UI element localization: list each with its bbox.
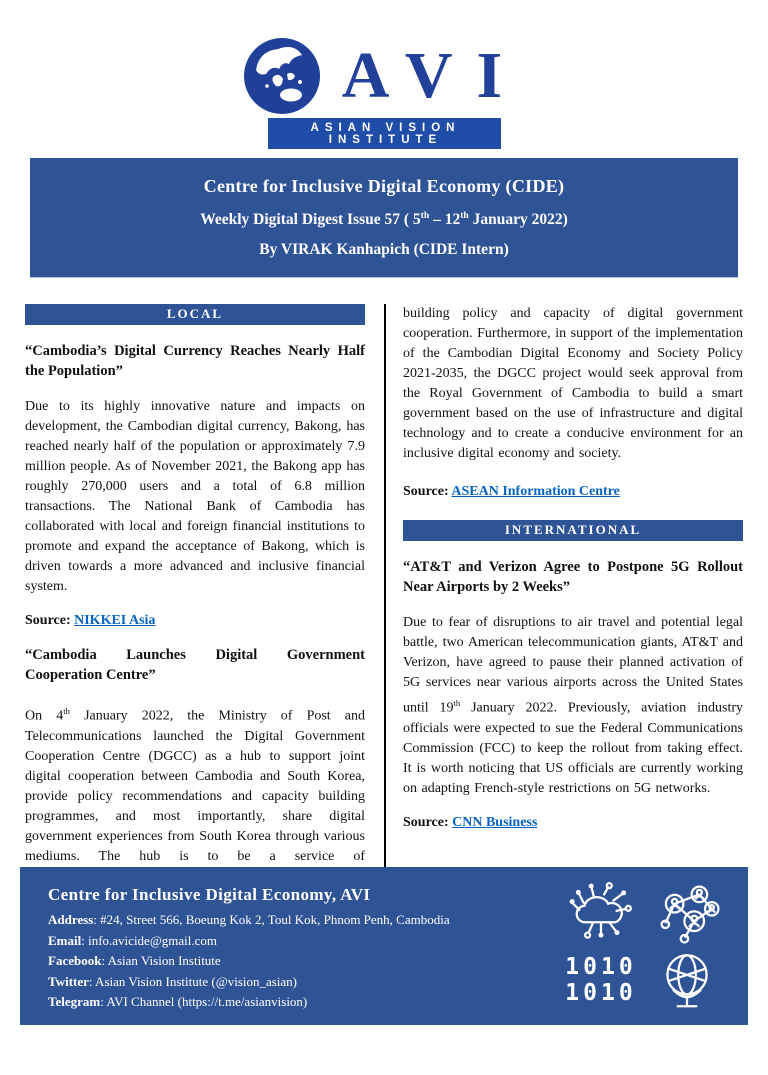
globe-stand-icon xyxy=(654,947,720,1013)
article1-source xyxy=(25,613,365,629)
source-link-asean-information-centre[interactable]: ASEAN Information Centre xyxy=(451,484,620,500)
contact-value: : #24, Street 566, Boeung Kok 2, Toul Kok, Phnom Penh, Cambodia xyxy=(93,912,450,928)
source-link-nikkei-asia[interactable]: NIKKEI Asia xyxy=(74,613,156,629)
article-columns xyxy=(25,304,745,882)
subtitle-ordinal: th xyxy=(420,210,430,221)
cloud-network-icon xyxy=(568,881,634,947)
banner-subtitle xyxy=(40,201,728,235)
article2-title: “Cambodia Launches Digital Government Cooperation Centre” xyxy=(25,647,365,684)
article2-body xyxy=(25,701,365,867)
contact-label: Email xyxy=(48,932,82,948)
institute-name-bar: ASIAN VISION INSTITUTE xyxy=(268,118,501,149)
section-header-international: INTERNATIONAL xyxy=(403,520,743,541)
banner-title: Centre for Inclusive Digital Economy (CIDE) xyxy=(203,176,565,196)
subtitle-ordinal: th xyxy=(460,210,469,221)
source-label: Source: xyxy=(25,613,75,629)
article3-title: “AT&T and Verizon Agree to Postpone 5G Rollout Near Airports by 2 Weeks” xyxy=(403,559,743,596)
text-segment: Due to fear of disruptions to air travel and potential legal battle, two American telecommunication giants, AT&T and Verizon, have agreed to pause their planned activation of 5G services near various airports across the United States until 19 xyxy=(403,615,743,716)
people-network-icon xyxy=(654,881,720,947)
binary-line: 1010 xyxy=(565,954,637,980)
right-column xyxy=(403,304,743,882)
contact-value: : info.avicide@gmail.com xyxy=(81,932,218,948)
subtitle-segment: January 2022) xyxy=(468,211,568,229)
banner-byline: By VIRAK Kanhapich (CIDE Intern) xyxy=(259,241,509,259)
contact-value: : Asian Vision Institute (@vision_asian) xyxy=(88,973,298,989)
contact-label: Facebook xyxy=(48,953,102,969)
article3-source xyxy=(403,815,743,831)
logo-acronym: AVI xyxy=(341,39,527,112)
subtitle-segment: Weekly Digital Digest Issue 57 ( 5 xyxy=(200,211,421,229)
footer xyxy=(20,867,748,1025)
source-link-cnn-business[interactable]: CNN Business xyxy=(452,814,538,830)
section-header-local: LOCAL xyxy=(25,304,365,325)
source-label: Source: xyxy=(403,814,453,830)
contact-label: Telegram xyxy=(48,994,101,1010)
contact-email xyxy=(48,931,558,952)
contact-value: : Asian Vision Institute xyxy=(101,953,221,969)
binary-code-icon xyxy=(565,954,636,1006)
article3-body xyxy=(403,613,743,799)
footer-title: Centre for Inclusive Digital Economy, AVI xyxy=(48,885,371,905)
article1-title: “Cambodia’s Digital Currency Reaches Nearly Half the Population” xyxy=(25,343,365,380)
ordinal-suffix: th xyxy=(63,706,70,717)
text-segment: January 2022, the Ministry of Post and Telecommunications launched the Digital Government Cooperation Centre (DGCC) as a hub to support joint digital cooperation between Cambodia and South Korea, provide policy recommendations and capacity building programmes, and most importantly, share digital government experiences from South Korea through various mediums. The hub is to be a service of xyxy=(25,708,365,864)
text-segment: On 4 xyxy=(25,708,64,724)
title-banner xyxy=(30,158,738,278)
article2-source xyxy=(403,484,743,500)
source-label: Source: xyxy=(403,484,452,500)
contact-facebook xyxy=(48,951,558,972)
contact-label: Twitter xyxy=(48,973,89,989)
left-column xyxy=(25,304,365,882)
binary-line: 1010 xyxy=(565,980,637,1006)
globe-asia-icon xyxy=(242,36,322,116)
article1-body: Due to its highly innovative nature and impacts on development, the Cambodian digital currency, Bakong, has reached nearly half of the population or approximately 7.9 million people. As of November 2021, the Bakong app has roughly 270,000 users and a total of 6.8 million transactions. The National Bank of Cambodia has collaborated with local and foreign financial institutions to promote and expand the acceptance of Bakong, which is driven towards a more advanced and inclusive financial system. xyxy=(25,399,365,595)
ordinal-suffix: th xyxy=(453,698,461,709)
contact-label: Address xyxy=(48,912,94,928)
subtitle-segment: – 12 xyxy=(429,211,461,229)
column-divider xyxy=(384,304,386,882)
contact-twitter xyxy=(48,972,558,993)
contact-value: : AVI Channel (https://t.me/asianvision) xyxy=(100,994,308,1010)
text-segment: January 2022. Previously, aviation industry officials were expected to sue the Federal Communications Commission (FCC) to keep the rollout from taking effect. It is worth noticing that US officials are currently working on adapting French-style restrictions on 5G networks. xyxy=(403,700,743,796)
footer-icon-grid xyxy=(558,867,748,1025)
avi-logo xyxy=(0,0,768,149)
contact-telegram xyxy=(48,992,558,1013)
article2-body-continuation: building policy and capacity of digital government cooperation. Furthermore, in support of the implementation of the Cambodian Digital Economy and Society Policy 2021-2035, the DGCC project would seek approval from the Royal Government of Cambodia to build a smart government based on the use of infrastructure and digital technology and to create a conducive environment for an inclusive digital economy and society. xyxy=(403,306,743,462)
contact-address xyxy=(48,910,558,931)
footer-contact-block xyxy=(20,879,558,1013)
